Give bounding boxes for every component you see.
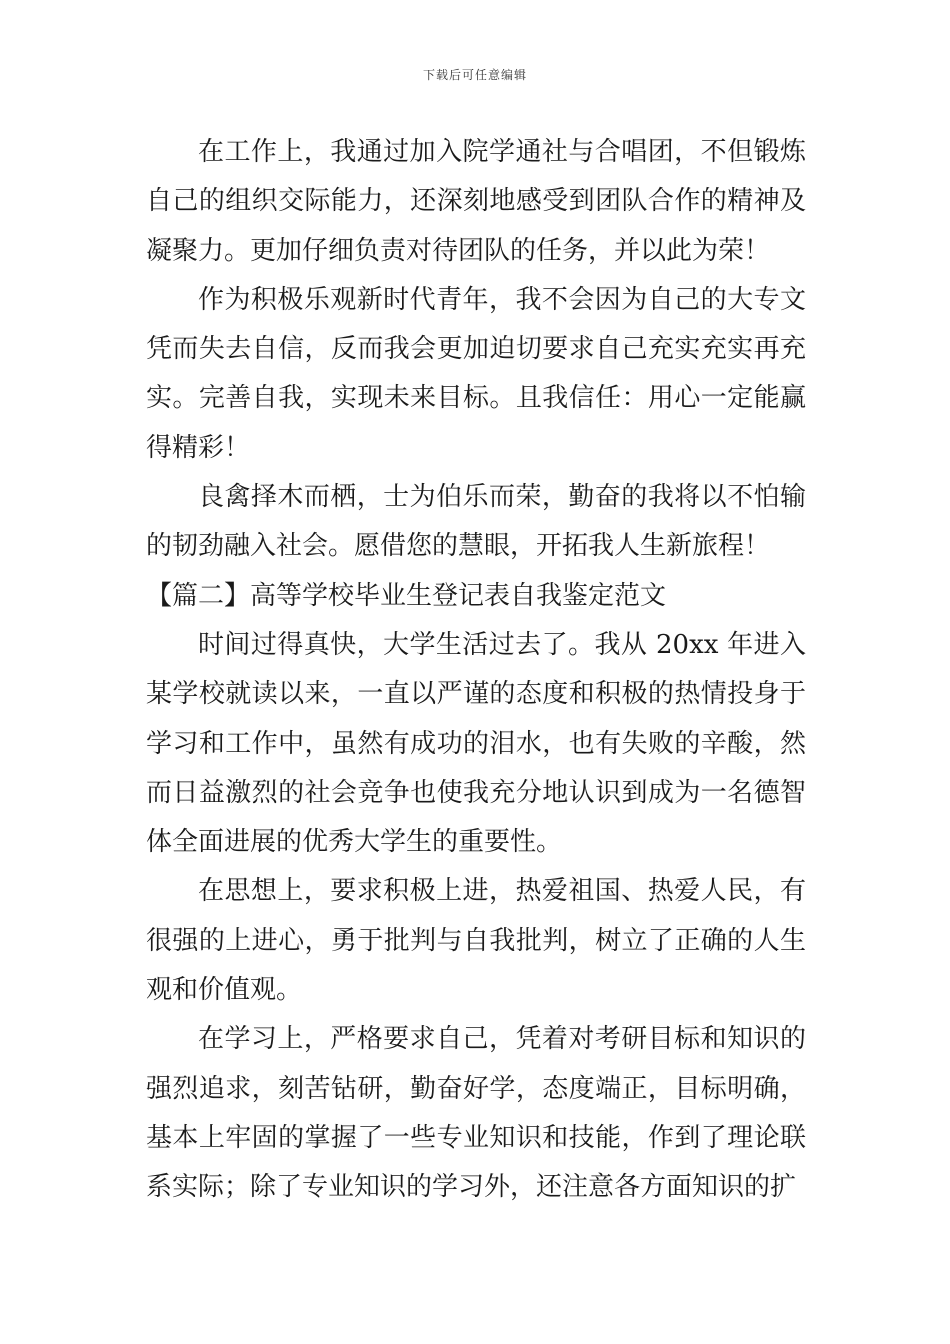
paragraph-thought: 在思想上，要求积极上进，热爱祖国、热爱人民，有很强的上进心，勇于批判与自我批判，树立了正确的人生观和价值观。 [146,876,806,1006]
paragraph-study: 在学习上，严格要求自己，凭着对考研目标和知识的强烈追求，刻苦钻研，勤奋好学，态度端正，目标明确，基本上牢固的掌握了一些专业知识和技能，作到了理论联系实际；除了专业知识的学习外，还注意各方面知识的扩 [146,1024,806,1203]
section-heading: 【篇二】高等学校毕业生登记表自我鉴定范文 [146,580,667,611]
document-body [146,128,806,1213]
paragraph-intro: 时间过得真快，大学生活过去了。我从 20xx 年进入某学校就读以来，一直以严谨的态度和积极的热情投身于学习和工作中，虽然有成功的泪水，也有失败的辛酸，然而日益激烈的社会竞争也使我充分地认识到成为一名德智体全面进展的优秀大学生的重要性。 [146,629,806,858]
paragraph-work: 在工作上，我通过加入院学通社与合唱团，不但锻炼自己的组织交际能力，还深刻地感受到团队合作的精神及凝聚力。更加仔细负责对待团队的任务，并以此为荣！ [146,137,806,266]
paragraph-confidence: 作为积极乐观新时代青年，我不会因为自己的大专文凭而失去自信，反而我会更加迫切要求自己充实充实再充实。完善自我，实现未来目标。且我信任：用心一定能赢得精彩！ [146,284,806,463]
paragraph-closing: 良禽择木而栖，士为伯乐而荣，勤奋的我将以不怕输的韧劲融入社会。愿借您的慧眼，开拓我人生新旅程！ [146,482,806,562]
header-note: 下载后可任意编辑 [422,68,527,82]
